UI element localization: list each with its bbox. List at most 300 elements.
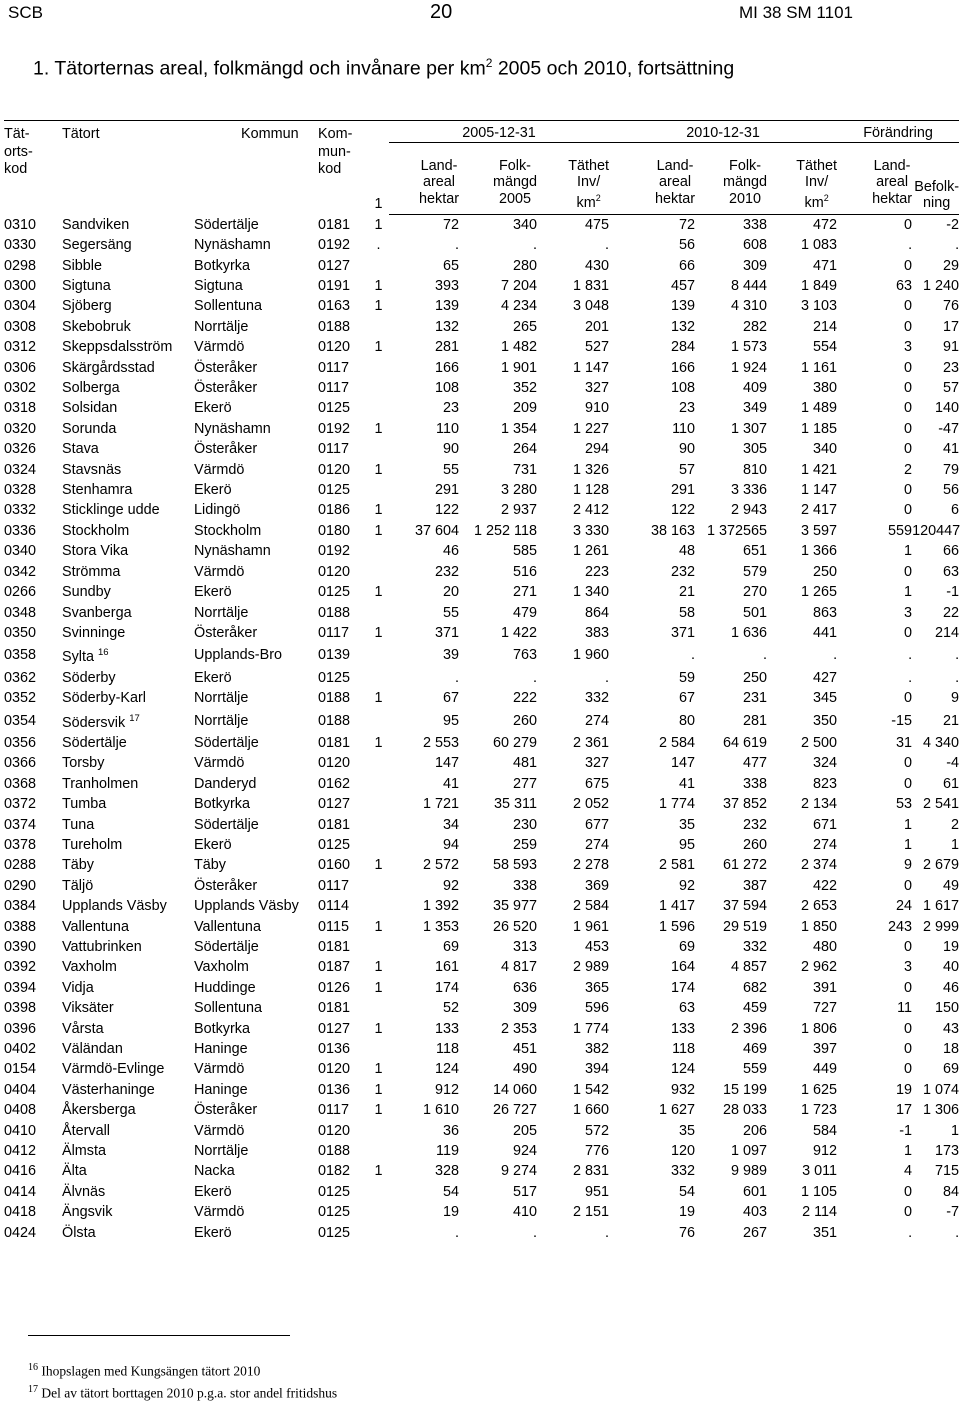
cell-folkmangd-2005: 277 — [512, 775, 537, 792]
cell-tatort: Sigtuna — [62, 278, 111, 295]
cell-folkmangd-2010: 2 943 — [731, 502, 768, 519]
cell-befolkning-change: 1 306 — [923, 1102, 960, 1119]
cell-note: 1 — [374, 1020, 383, 1037]
cell-landareal-2010: 41 — [679, 775, 696, 792]
cell-folkmangd-2010: 338 — [743, 216, 768, 233]
cell-tathet-2005: 596 — [585, 1000, 610, 1017]
cell-kommunkod: 0114 — [318, 898, 349, 915]
cell-landareal-2005: 166 — [434, 359, 459, 376]
cell-note — [368, 1223, 389, 1243]
cell-landareal-change: 0 — [904, 359, 913, 376]
table-body — [4, 214, 959, 1243]
cell-tatortskod: 0404 — [4, 1081, 37, 1098]
cell-tathet-2005: 1 961 — [573, 918, 610, 935]
cell-folkmangd-2005: 490 — [512, 1061, 537, 1078]
cell-tathet-2005: 1 960 — [573, 647, 610, 664]
cell-folkmangd-2010: 281 — [743, 712, 768, 729]
cell-befolkning-change: 41 — [943, 441, 960, 458]
cell-folkmangd-2010: 1 097 — [731, 1143, 768, 1160]
cell-folkmangd-2010: 1 636 — [731, 624, 768, 641]
cell-tatort: Segersäng — [62, 237, 132, 254]
cell-folkmangd-2005: 1 252 118 — [474, 522, 537, 539]
cell-folkmangd-2005: 1 901 — [500, 359, 537, 376]
table-row — [4, 876, 959, 896]
cell-tatortskod: 0352 — [4, 690, 37, 707]
cell-landareal-2005: 118 — [436, 1041, 459, 1058]
cell-landareal-change: 0 — [904, 441, 913, 458]
cell-landareal-2005: . — [455, 669, 459, 686]
cell-landareal-2010: 95 — [679, 836, 696, 853]
cell-tatort: Älta — [62, 1163, 87, 1180]
table-row — [4, 753, 959, 773]
cell-tathet-2010: 1 806 — [801, 1020, 838, 1037]
cell-befolkning-change: 56 — [943, 482, 960, 499]
cell-folkmangd-2005: 516 — [512, 563, 537, 580]
cell-tatort: Tuna — [62, 816, 95, 833]
cell-befolkning-change: 40 — [943, 959, 960, 976]
cell-tatortskod: 0392 — [4, 959, 37, 976]
cell-landareal-2010: 284 — [671, 339, 696, 356]
header-folkmangd-2005: Folk- mängd 2005 — [459, 142, 537, 214]
cell-kommunkod: 0125 — [318, 1204, 351, 1221]
cell-kommunkod: 0188 — [318, 604, 351, 621]
cell-kommun: Österåker — [194, 1102, 258, 1119]
cell-befolkning-change: 17 — [943, 318, 960, 335]
cell-tatortskod: 0396 — [4, 1020, 37, 1037]
cell-tatortskod: 0366 — [4, 755, 37, 772]
cell-tatortskod: 0340 — [4, 543, 37, 560]
cell-folkmangd-2005: 26 727 — [492, 1102, 537, 1119]
cell-folkmangd-2010: 579 — [743, 563, 768, 580]
cell-tathet-2010: 380 — [813, 380, 838, 397]
cell-kommunkod: 0120 — [318, 755, 351, 772]
cell-landareal-2005: 90 — [442, 441, 459, 458]
table-row — [4, 998, 959, 1018]
cell-folkmangd-2010: 37 852 — [723, 796, 768, 813]
cell-kommunkod: 0160 — [318, 857, 351, 874]
cell-tathet-2010: 397 — [813, 1041, 838, 1058]
cell-tathet-2010: 3 011 — [802, 1163, 838, 1180]
cell-kommunkod: 0162 — [318, 775, 351, 792]
cell-landareal-2010: 232 — [671, 563, 696, 580]
table-row — [4, 296, 959, 316]
cell-landareal-2005: 132 — [434, 318, 459, 335]
cell-kommun: Österåker — [194, 441, 258, 458]
cell-folkmangd-2005: 1 482 — [500, 339, 537, 356]
cell-tatort: Svinninge — [62, 624, 126, 641]
cell-landareal-2010: 58 — [679, 604, 696, 621]
cell-kommunkod: 0120 — [318, 1061, 351, 1078]
cell-landareal-change: 0 — [904, 502, 913, 519]
cell-folkmangd-2005: 479 — [512, 604, 537, 621]
cell-landareal-2005: 54 — [442, 1183, 459, 1200]
cell-note — [368, 603, 389, 623]
cell-folkmangd-2005: 209 — [512, 400, 537, 417]
cell-tatort: Väländan — [62, 1041, 123, 1058]
cell-note — [368, 876, 389, 896]
cell-note — [368, 709, 389, 733]
cell-landareal-2005: 34 — [442, 816, 459, 833]
cell-landareal-change: . — [908, 669, 913, 686]
cell-landareal-2005: 39 — [442, 647, 459, 664]
cell-landareal-2010: 35 — [679, 816, 696, 833]
cell-befolkning-change: 46 — [943, 979, 960, 996]
cell-landareal-change: 1 — [904, 836, 913, 853]
cell-tathet-2010: 727 — [813, 1000, 838, 1017]
cell-note — [368, 398, 389, 418]
header-tathet-2010: Täthet Inv/ $km^2$ — [767, 142, 837, 214]
table-row — [4, 398, 959, 418]
cell-kommun: Danderyd — [194, 775, 257, 792]
cell-folkmangd-2010: 206 — [743, 1122, 768, 1139]
cell-folkmangd-2010: 9 989 — [731, 1163, 768, 1180]
header-group-2010: 2010-12-31 — [609, 121, 837, 143]
cell-folkmangd-2010: 501 — [743, 604, 768, 621]
cell-folkmangd-2010: 4 310 — [731, 298, 768, 315]
cell-landareal-2005: 328 — [434, 1163, 459, 1180]
cell-tathet-2005: . — [605, 1224, 610, 1241]
table-row — [4, 276, 959, 296]
cell-landareal-2010: . — [691, 647, 696, 664]
cell-tathet-2005: 951 — [585, 1183, 610, 1200]
cell-landareal-change: 0 — [904, 400, 913, 417]
cell-kommun: Täby — [194, 857, 226, 874]
cell-note — [368, 643, 389, 667]
cell-kommun: Värmdö — [194, 755, 245, 772]
cell-kommunkod: 0117 — [318, 624, 349, 641]
cell-kommunkod: 0117 — [318, 359, 349, 376]
cell-landareal-change: 0 — [904, 979, 913, 996]
cell-kommun: Värmdö — [194, 1204, 245, 1221]
cell-kommun: Österåker — [194, 380, 258, 397]
cell-kommunkod: 0181 — [318, 1000, 351, 1017]
cell-landareal-2005: 94 — [442, 836, 459, 853]
header-tatortskod: Tät- orts- kod — [4, 121, 56, 215]
header-landareal-2010: Land- areal hektar — [609, 142, 695, 214]
cell-folkmangd-2005: . — [533, 237, 537, 254]
cell-landareal-2005: 1 392 — [422, 898, 459, 915]
cell-befolkning-change: 2 — [951, 816, 960, 833]
table-row — [4, 1080, 959, 1100]
cell-landareal-change: 0 — [904, 1020, 913, 1037]
table-row — [4, 1161, 959, 1181]
cell-kommun: Södertälje — [194, 816, 259, 833]
cell-note — [368, 358, 389, 378]
cell-folkmangd-2005: 26 520 — [492, 918, 537, 935]
cell-landareal-change: 4 — [904, 1163, 913, 1180]
table-row — [4, 480, 959, 500]
cell-folkmangd-2010: 1 573 — [731, 339, 768, 356]
cell-befolkning-change: 1 074 — [923, 1081, 960, 1098]
cell-tatortskod: 0330 — [4, 237, 37, 254]
cell-landareal-2005: 72 — [442, 216, 459, 233]
cell-tatort: Åkersberga — [62, 1102, 136, 1119]
cell-tathet-2010: 345 — [813, 690, 838, 707]
cell-landareal-2010: 120 — [671, 1143, 696, 1160]
cell-kommunkod: 0181 — [318, 734, 351, 751]
cell-tatort: Sandviken — [62, 216, 130, 233]
cell-note: 1 — [374, 420, 383, 437]
cell-tathet-2005: 2 831 — [573, 1163, 610, 1180]
cell-landareal-change: . — [908, 237, 913, 254]
cell-tathet-2005: 2 151 — [573, 1204, 610, 1221]
cell-folkmangd-2010: . — [763, 647, 768, 664]
cell-befolkning-change: 57 — [943, 380, 960, 397]
cell-befolkning-change: . — [955, 669, 960, 686]
table-row — [4, 1019, 959, 1039]
table-row — [4, 419, 959, 439]
cell-landareal-2010: 92 — [679, 877, 696, 894]
cell-note: 1 — [374, 624, 383, 641]
cell-tathet-2005: 864 — [585, 604, 610, 621]
cell-tathet-2010: 2 653 — [801, 898, 838, 915]
cell-folkmangd-2010: 469 — [743, 1041, 768, 1058]
cell-tathet-2010: 351 — [813, 1224, 838, 1241]
cell-kommun: Södertälje — [194, 216, 259, 233]
cell-landareal-change: 0 — [904, 775, 913, 792]
cell-note — [368, 1202, 389, 1222]
cell-kommun: Vallentuna — [194, 918, 261, 935]
table-row — [4, 358, 959, 378]
cell-kommun: Södertälje — [194, 939, 259, 956]
cell-landareal-2010: 1 596 — [659, 918, 696, 935]
cell-tathet-2010: 823 — [813, 775, 838, 792]
cell-kommun: Norrtälje — [194, 712, 249, 729]
cell-folkmangd-2010: 282 — [743, 318, 768, 335]
table-row — [4, 937, 959, 957]
cell-tatort: Västerhaninge — [62, 1081, 155, 1098]
cell-kommunkod: 0117 — [318, 441, 349, 458]
cell-landareal-2005: 2 553 — [422, 734, 459, 751]
cell-landareal-2005: 161 — [434, 959, 459, 976]
cell-kommun: Haninge — [194, 1041, 248, 1058]
cell-kommunkod: 0127 — [318, 1020, 351, 1037]
cell-landareal-change: 0 — [904, 318, 913, 335]
cell-befolkning-change: 214 — [935, 624, 960, 641]
cell-landareal-2005: 20 — [442, 584, 459, 601]
cell-folkmangd-2005: 7 204 — [500, 278, 537, 295]
cell-folkmangd-2005: 924 — [512, 1143, 537, 1160]
cell-tathet-2010: 340 — [813, 441, 838, 458]
cell-note — [368, 1141, 389, 1161]
cell-landareal-2010: 332 — [671, 1163, 696, 1180]
cell-landareal-change: 31 — [896, 734, 913, 751]
cell-tathet-2005: 2 278 — [573, 857, 610, 874]
cell-landareal-2010: 139 — [671, 298, 696, 315]
cell-tatortskod: 0410 — [4, 1122, 37, 1139]
cell-kommunkod: 0192 — [318, 237, 351, 254]
cell-tathet-2005: 382 — [585, 1041, 610, 1058]
cell-tatortskod: 0402 — [4, 1041, 37, 1058]
cell-landareal-change: 0 — [904, 624, 913, 641]
cell-tatort: Tumba — [62, 796, 107, 813]
cell-tatortskod: 0374 — [4, 816, 37, 833]
cell-note — [368, 815, 389, 835]
cell-folkmangd-2010: 1 924 — [731, 359, 768, 376]
cell-tatort: Vårsta — [62, 1020, 104, 1037]
cell-befolkning-change: 84 — [943, 1183, 960, 1200]
cell-tatortskod: 0350 — [4, 624, 37, 641]
cell-tathet-2005: 327 — [585, 755, 610, 772]
table-row — [4, 521, 959, 541]
cell-folkmangd-2010: 601 — [743, 1183, 768, 1200]
cell-tatortskod: 0308 — [4, 318, 37, 335]
cell-kommunkod: 0125 — [318, 482, 351, 499]
cell-tatortskod: 0318 — [4, 400, 37, 417]
cell-kommunkod: 0125 — [318, 669, 351, 686]
cell-kommunkod: 0126 — [318, 979, 351, 996]
cell-kommunkod: 0117 — [318, 1102, 349, 1119]
cell-tathet-2005: 1 261 — [573, 543, 610, 560]
cell-folkmangd-2005: 763 — [512, 647, 537, 664]
cell-landareal-change: 0 — [904, 216, 913, 233]
cell-tatort: Tranholmen — [62, 775, 139, 792]
cell-note — [368, 774, 389, 794]
cell-landareal-2010: 164 — [671, 959, 696, 976]
cell-tatort: Stava — [62, 441, 99, 458]
cell-tathet-2010: 214 — [813, 318, 838, 335]
cell-landareal-2005: . — [455, 237, 459, 254]
cell-tatortskod: 0408 — [4, 1102, 37, 1119]
table-row — [4, 1039, 959, 1059]
cell-tathet-2005: 2 989 — [573, 959, 610, 976]
cell-folkmangd-2010: 409 — [743, 380, 768, 397]
table-row — [4, 1100, 959, 1120]
cell-tathet-2010: 1 849 — [801, 278, 838, 295]
table-row — [4, 1182, 959, 1202]
cell-tathet-2010: 554 — [813, 339, 838, 356]
cell-folkmangd-2010: 309 — [743, 257, 768, 274]
cell-landareal-2010: 76 — [679, 1224, 696, 1241]
cell-landareal-2010: 147 — [671, 755, 696, 772]
cell-landareal-2005: 110 — [436, 420, 459, 437]
cell-landareal-change: 1 — [904, 543, 913, 560]
cell-tatort: Stockholm — [62, 522, 130, 539]
header-tatort: Tätort — [56, 121, 187, 215]
cell-befolkning-change: 21 — [943, 712, 960, 729]
cell-kommun: Österåker — [194, 877, 258, 894]
header-folkmangd-2010: Folk- mängd 2010 — [695, 142, 767, 214]
cell-tathet-2005: 1 147 — [573, 359, 610, 376]
cell-kommun: Ekerö — [194, 669, 232, 686]
cell-note — [368, 794, 389, 814]
cell-landareal-2010: 166 — [671, 359, 696, 376]
cell-folkmangd-2005: 280 — [512, 257, 537, 274]
cell-landareal-2010: 2 581 — [659, 857, 696, 874]
cell-tathet-2005: . — [605, 237, 610, 254]
cell-landareal-2010: 371 — [671, 624, 696, 641]
cell-folkmangd-2010: 608 — [743, 237, 768, 254]
cell-folkmangd-2005: 309 — [512, 1000, 537, 1017]
cell-landareal-2005: 52 — [442, 1000, 459, 1017]
table-row — [4, 1141, 959, 1161]
cell-landareal-2005: 133 — [434, 1020, 459, 1037]
cell-kommunkod: 0180 — [318, 522, 351, 539]
cell-landareal-change: 243 — [888, 918, 913, 935]
cell-kommun: Värmdö — [194, 1122, 245, 1139]
cell-kommunkod: 0188 — [318, 712, 351, 729]
cell-tathet-2010: 391 — [813, 979, 838, 996]
cell-landareal-change: 24 — [896, 898, 913, 915]
cell-tatort: Sjöberg — [62, 298, 112, 315]
cell-tatortskod: 0368 — [4, 775, 37, 792]
cell-folkmangd-2010: 403 — [743, 1204, 768, 1221]
cell-kommunkod: 0188 — [318, 690, 351, 707]
cell-landareal-2005: 95 — [442, 712, 459, 729]
cell-landareal-change: 3 — [904, 339, 913, 356]
cell-tathet-2010: 1 083 — [801, 237, 838, 254]
header-tathet-2005: Täthet Inv/ $km^2$ — [537, 142, 609, 214]
header-kommunkod: Kom- mun- kod — [312, 121, 368, 215]
table-row — [4, 256, 959, 276]
cell-note — [368, 668, 389, 688]
cell-landareal-2010: 90 — [679, 441, 696, 458]
cell-landareal-change: . — [908, 1224, 913, 1241]
cell-landareal-2005: 291 — [434, 482, 459, 499]
page-number: 20 — [430, 1, 453, 23]
cell-tatort: Sundby — [62, 584, 111, 601]
cell-landareal-2010: 21 — [679, 584, 696, 601]
page-header — [0, 0, 960, 30]
cell-landareal-2010: 122 — [671, 502, 696, 519]
cell-landareal-2010: 38 163 — [651, 522, 696, 539]
cell-landareal-2005: 55 — [442, 461, 459, 478]
cell-kommun: Sigtuna — [194, 278, 243, 295]
cell-tatort: Återvall — [62, 1122, 110, 1139]
cell-tathet-2005: 394 — [585, 1061, 610, 1078]
cell-folkmangd-2005: 259 — [512, 836, 537, 853]
cell-landareal-2005: 147 — [434, 755, 459, 772]
cell-kommun: Huddinge — [194, 979, 256, 996]
cell-folkmangd-2010: 810 — [743, 461, 768, 478]
cell-kommunkod: 0125 — [318, 400, 351, 417]
cell-landareal-2010: 54 — [679, 1183, 696, 1200]
cell-tatort: Vaxholm — [62, 959, 117, 976]
cell-tatortskod: 0312 — [4, 339, 37, 356]
table-row — [4, 733, 959, 753]
cell-befolkning-change: 43 — [943, 1020, 960, 1037]
cell-tatortskod: 0306 — [4, 359, 37, 376]
cell-tathet-2005: 776 — [585, 1143, 610, 1160]
cell-tatort: Tureholm — [62, 836, 123, 853]
cell-folkmangd-2005: 410 — [512, 1204, 537, 1221]
cell-folkmangd-2005: 9 274 — [500, 1163, 537, 1180]
cell-folkmangd-2005: 264 — [512, 441, 537, 458]
cell-befolkning-change: 19 — [943, 939, 960, 956]
table-row — [4, 439, 959, 459]
cell-landareal-change: 1 — [904, 816, 913, 833]
cell-kommunkod: 0125 — [318, 1224, 351, 1241]
cell-tathet-2005: 294 — [585, 441, 610, 458]
cell-kommun: Botkyrka — [194, 257, 250, 274]
cell-tatort: Solberga — [62, 380, 120, 397]
cell-tathet-2010: 250 — [813, 563, 838, 580]
cell-tathet-2005: 2 052 — [573, 796, 610, 813]
cell-landareal-2005: 124 — [434, 1061, 459, 1078]
header-row-group — [4, 121, 959, 143]
cell-tathet-2010: 471 — [813, 257, 838, 274]
cell-folkmangd-2010: 349 — [743, 400, 768, 417]
cell-landareal-2010: 291 — [671, 482, 696, 499]
cell-landareal-2010: 57 — [679, 461, 696, 478]
cell-landareal-2005: 37 604 — [414, 522, 459, 539]
cell-landareal-2005: 1 721 — [422, 796, 459, 813]
cell-tathet-2005: 1 831 — [573, 278, 610, 295]
cell-tatort: Ängsvik — [62, 1204, 113, 1221]
cell-landareal-2005: 1 610 — [422, 1102, 459, 1119]
cell-tathet-2010: . — [833, 647, 838, 664]
cell-tatort: Sorunda — [62, 420, 117, 437]
